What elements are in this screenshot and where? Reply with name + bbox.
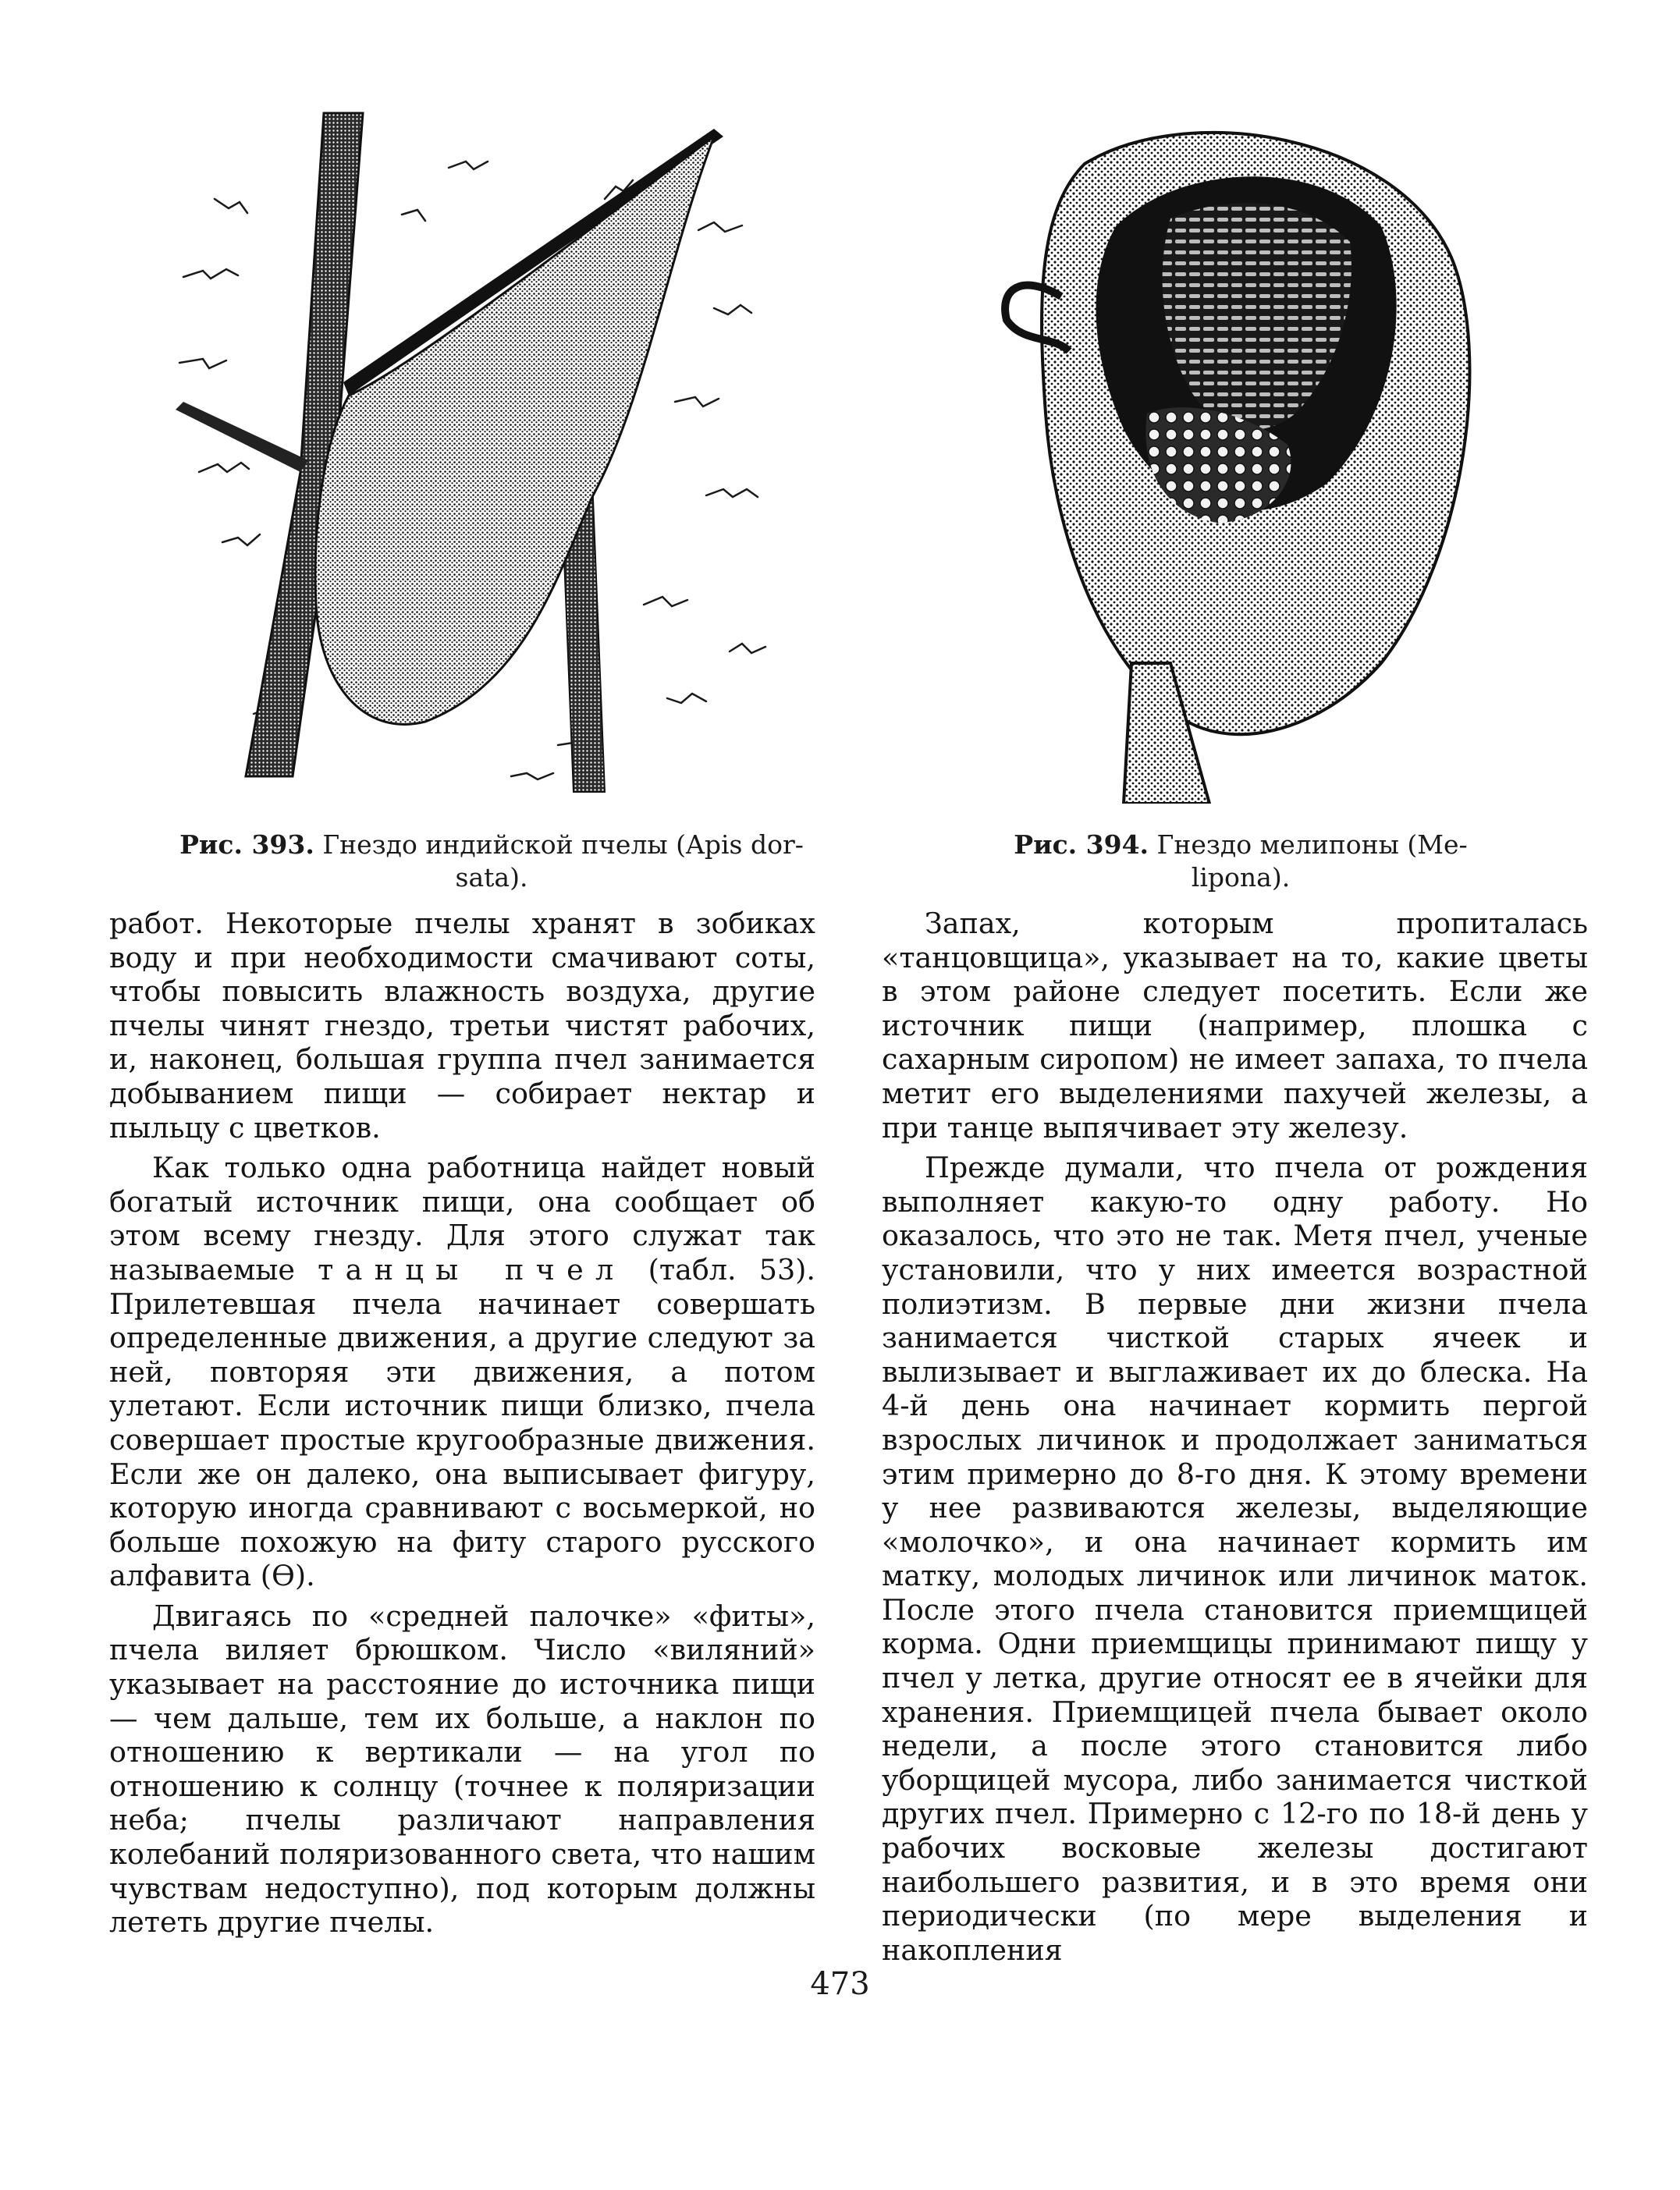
- figure-393-caption: [168, 829, 815, 894]
- left-paragraph-1: работ. Некоторые пчелы хранят в зобиках воду и при необходимости смачивают соты, чтобы повысить влажность воздуха, другие пчелы чинят гнездо, третьи чистят рабочих, и, наконец, большая группа пчел занимается добыванием пищи — собирает нектар и пыльцу с цветков.: [109, 907, 815, 1145]
- right-paragraph-2: Прежде думали, что пчела от рождения выполняет какую-то одну работу. Но оказалось, что это не так. Метя пчел, ученые установили, что у них имеется возрастной полиэтизм. В первые дни жизни пчела занимается чисткой старых ячеек и вылизывает и выглаживает их до блеска. На 4-й день она начинает кормить пергой взрослых личинок и продолжает заниматься этим примерно до 8-го дня. К этому времени у нее развиваются железы, выделяющие «молочко», и она начинает кормить им матку, молодых личинок или личинок маток. После этого пчела становится приемщицей корма. Одни приемщицы принимают пищу у пчел у летка, другие относят ее в ячейки для хранения. Приемщицей пчела бывает около недели, а после этого становится либо уборщицей мусора, либо занимается чисткой других пчел. Примерно с 12-го по 18-й день у рабочих восковые железы достигают наибольшего развития, и в это время они периодически (по мере выделения и накопления: [882, 1151, 1588, 1967]
- figure-393-caption-text-2: sata).: [455, 862, 528, 893]
- figure-393-caption-text: Гнездо индийской пчелы (Apis dor-: [322, 829, 804, 860]
- left-text-column: [109, 907, 815, 1946]
- figure-394-illustration: [991, 117, 1490, 804]
- page-number: 473: [810, 1966, 870, 2002]
- figure-393-label: Рис. 393.: [179, 829, 314, 860]
- left-paragraph-2-end: (табл. 53). Прилетевшая пчела начинает совершать определенные движения, а другие следуют за ней, повторяя эти движения, а потом улетают. Если источник пищи близко, пчела совершает простые кругообразные движения. Если же он далеко, она выписывает фигуру, которую иногда сравнивают с восьмеркой, но больше похожую на фиту старого русского алфавита (Ѳ).: [109, 1252, 816, 1593]
- left-paragraph-2-start: Как только одна работница найдет новый богатый источник пищи, она сообщает об этом всему гнезду. Для этого служат так называемые: [109, 1151, 815, 1287]
- figure-394-caption-text: Гнездо мелипоны (Me-: [1156, 829, 1468, 860]
- right-paragraph-1: Запах, которым пропиталась «танцовщица», указывает на то, какие цветы в этом районе следует посетить. Если же источник пищи (например, плошка с сахарным сиропом) не имеет запаха, то пчела метит его выделениями пахучей железы, а при танце выпячивает эту железу.: [882, 907, 1588, 1145]
- term-bee-dances: танцы пчел: [318, 1252, 626, 1287]
- right-text-column: [882, 907, 1588, 1973]
- figure-394-caption-text-2: lipona).: [1191, 862, 1291, 893]
- figure-393-illustration: [168, 105, 800, 807]
- left-paragraph-2: [109, 1151, 815, 1593]
- figure-394-label: Рис. 394.: [1014, 829, 1149, 860]
- figure-394-caption: [975, 829, 1506, 894]
- left-paragraph-3: Двигаясь по «средней палочке» «фиты», пчела виляет брюшком. Число «виляний» указывает на расстояние до источника пищи — чем дальше, тем их больше, а наклон по отношению к вертикали — на угол по отношению к солнцу (точнее к поляризации неба; пчелы различают направления колебаний поляризованного света, что нашим чувствам недоступно), под которым должны лететь другие пчелы.: [109, 1599, 815, 1940]
